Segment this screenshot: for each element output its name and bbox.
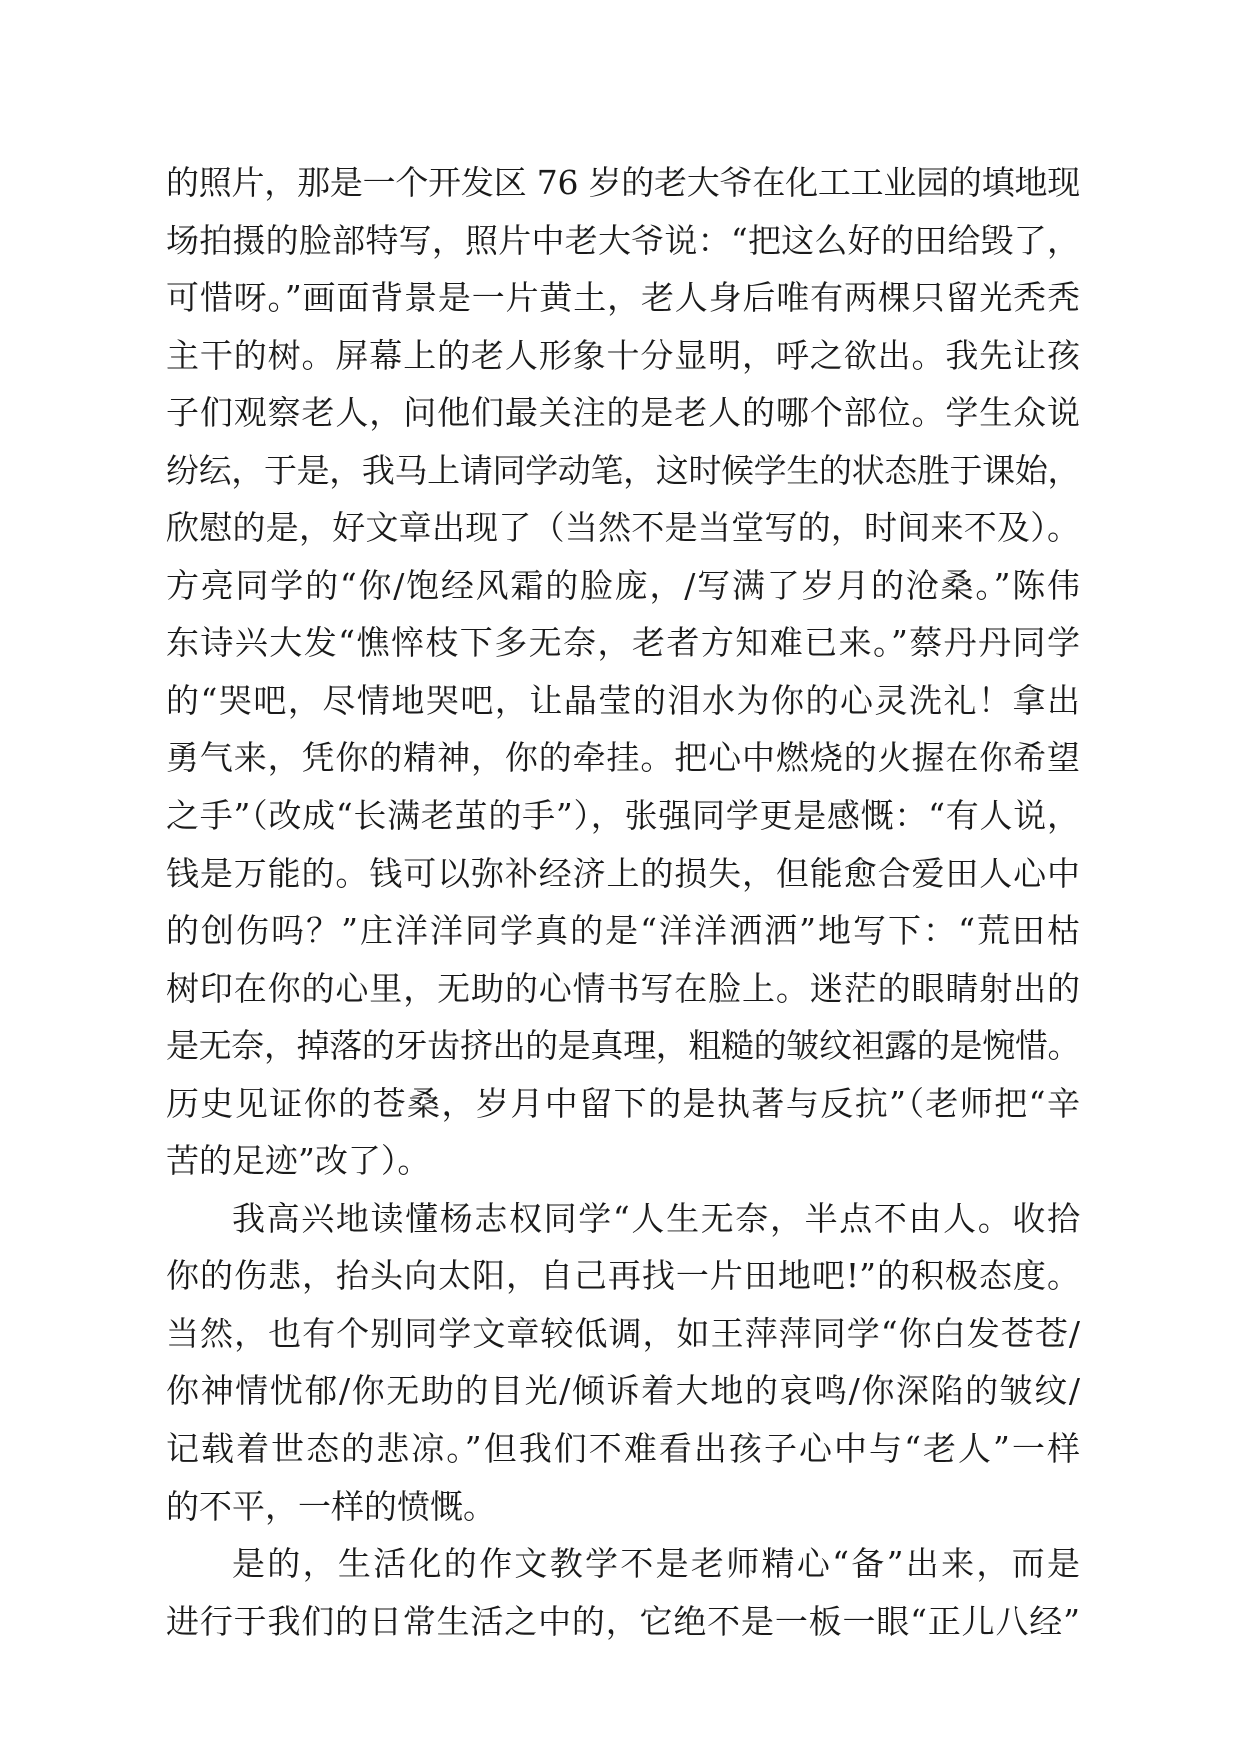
text-line: 欣慰的是，好文章出现了（当然不是当堂写的，时间来不及）。 (166, 508, 1080, 548)
text-line: 树印在你的心里，无助的心情书写在脸上。迷茫的眼睛射出的 (166, 968, 1080, 1008)
text-line: 是无奈，掉落的牙齿挤出的是真理，粗糙的皱纹袒露的是惋惜。 (166, 1026, 1080, 1066)
text-line: 主干的树。屏幕上的老人形象十分显明，呼之欲出。我先让孩 (166, 335, 1080, 375)
paragraph-first-line: 我高兴地读懂杨志权同学“人生无奈，半点不由人。收拾 (232, 1198, 1080, 1238)
paragraph-first-line: 是的，生活化的作文教学不是老师精心“备”出来，而是 (232, 1544, 1080, 1584)
text-line: 钱是万能的。钱可以弥补经济上的损失，但能愈合爱田人心中 (166, 853, 1080, 893)
text-line: 的“哭吧，尽情地哭吧，让晶莹的泪水为你的心灵洗礼！拿出 (166, 680, 1080, 720)
text-line: 历史见证你的苍桑，岁月中留下的是执著与反抗”（老师把“辛 (166, 1083, 1080, 1123)
text-line: 你神情忧郁/你无助的目光/倾诉着大地的哀鸣/你深陷的皱纹/ (166, 1371, 1080, 1411)
text-line: 当然，也有个别同学文章较低调，如王萍萍同学“你白发苍苍/ (166, 1313, 1080, 1353)
text-line: 之手”（改成“长满老茧的手”），张强同学更是感慨：“有人说， (166, 796, 1080, 836)
text-line: 记载着世态的悲凉。”但我们不难看出孩子心中与“老人”一样 (166, 1429, 1080, 1469)
text-line: 可惜呀。”画面背景是一片黄土，老人身后唯有两棵只留光秃秃 (166, 278, 1080, 318)
text-line: 苦的足迹”改了）。 (166, 1141, 431, 1181)
text-line: 东诗兴大发“憔悴枝下多无奈，老者方知难已来。”蔡丹丹同学 (166, 623, 1080, 663)
text-line: 你的伤悲，抬头向太阳，自己再找一片田地吧!”的积极态度。 (166, 1256, 1080, 1296)
text-line: 勇气来，凭你的精神，你的牵挂。把心中燃烧的火握在你希望 (166, 738, 1080, 778)
text-line: 方亮同学的“你/饱经风霜的脸庞，/写满了岁月的沧桑。”陈伟 (166, 565, 1080, 605)
text-line: 场拍摄的脸部特写，照片中老大爷说：“把这么好的田给毁了， (166, 220, 1080, 260)
text-line: 的不平，一样的愤慨。 (166, 1486, 496, 1526)
text-line: 纷纭，于是，我马上请同学动笔，这时候学生的状态胜于课始， (166, 450, 1080, 490)
text-line: 的创伤吗？”庄洋洋同学真的是“洋洋洒洒”地写下：“荒田枯 (166, 911, 1080, 951)
text-line: 进行于我们的日常生活之中的，它绝不是一板一眼“正儿八经” (166, 1601, 1080, 1641)
text-line: 子们观察老人，问他们最关注的是老人的哪个部位。学生众说 (166, 393, 1080, 433)
text-line: 的照片，那是一个开发区 76 岁的老大爷在化工工业园的填地现 (166, 163, 1080, 202)
body-text (166, 158, 1080, 1654)
